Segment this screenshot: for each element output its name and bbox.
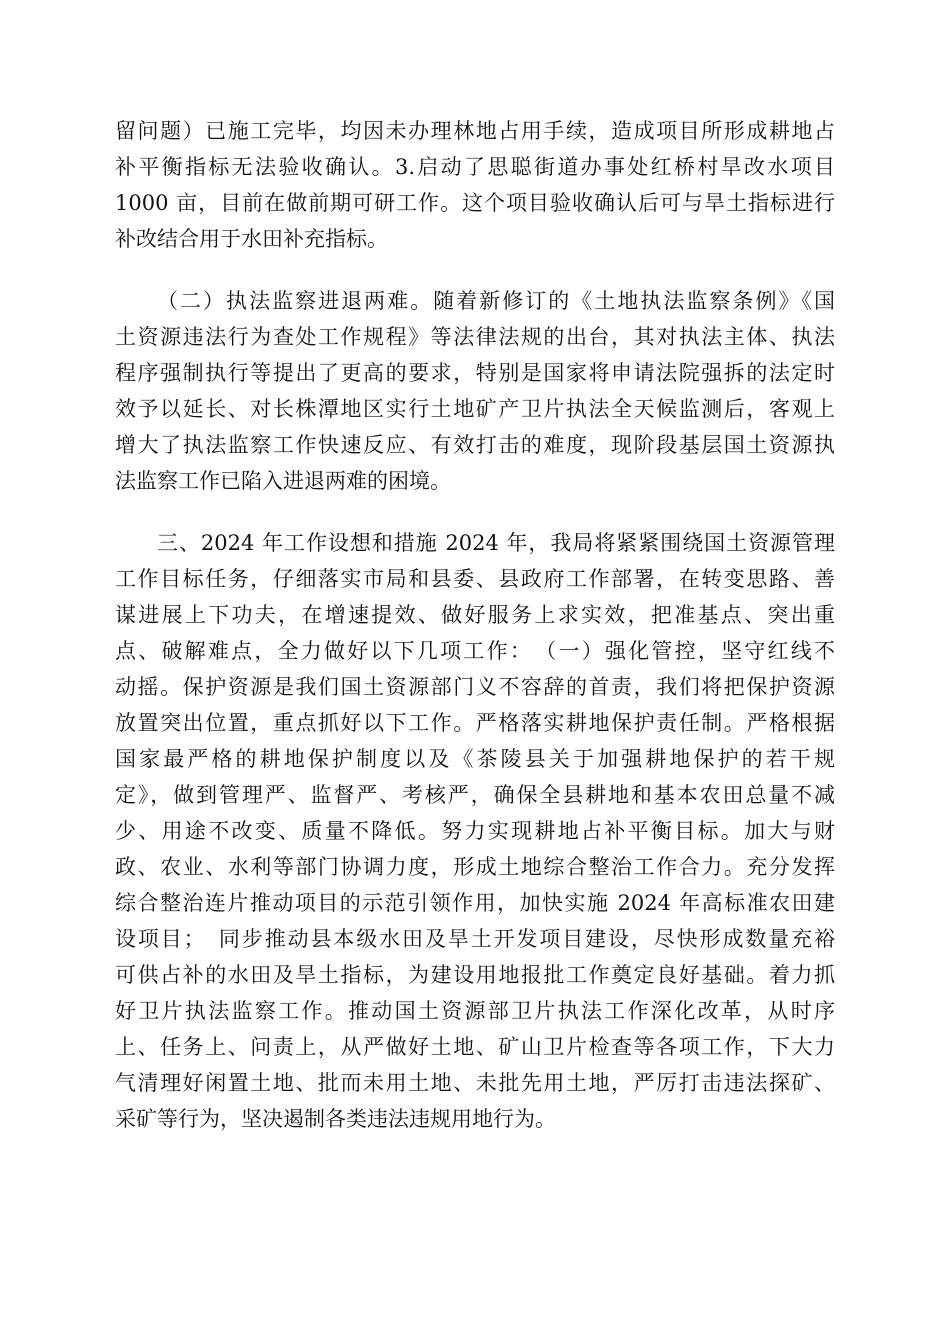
text-line: 动摇。保护资源是我们国土资源部门义不容辞的首责，我们将把保护资源 <box>115 675 835 699</box>
paragraph-2024-plan <box>115 525 835 1137</box>
text-line: 少、用途不改变、质量不降低。努力实现耕地占补平衡目标。加大与财 <box>115 819 835 843</box>
text-line: 补平衡指标无法验收确认。3.启动了思聪街道办事处红桥村旱改水项目 <box>115 155 835 179</box>
text-line: 采矿等行为，坚决遏制各类违法违规用地行为。 <box>115 1107 556 1131</box>
text-line: 政、农业、水利等部门协调力度，形成土地综合整治工作合力。充分发挥 <box>115 855 835 879</box>
text-line: 上、任务上、问责上，从严做好土地、矿山卫片检查等各项工作，下大力 <box>115 1035 835 1059</box>
paragraph-enforcement-dilemma <box>115 283 835 499</box>
text-line: 法监察工作已陷入进退两难的困境。 <box>115 469 451 493</box>
text-line: 土资源违法行为查处工作规程》等法律法规的出台，其对执法主体、执法 <box>115 325 835 349</box>
text-line: 可供占补的水田及旱土指标，为建设用地报批工作奠定良好基础。着力抓 <box>115 963 835 987</box>
text-line: 国家最严格的耕地保护制度以及《茶陵县关于加强耕地保护的若干规 <box>115 747 835 771</box>
text-line: 留问题）已施工完毕，均因未办理林地占用手续，造成项目所形成耕地占 <box>115 119 835 143</box>
text-line: （二）执法监察进退两难。随着新修订的《土地执法监察条例》《国 <box>157 289 835 313</box>
text-line: 三、2024 年工作设想和措施 2024 年，我局将紧紧围绕国土资源管理 <box>157 531 835 555</box>
text-line: 1000 亩，目前在做前期可研工作。这个项目验收确认后可与旱土指标进行 <box>115 191 835 215</box>
text-line: 放置突出位置，重点抓好以下工作。严格落实耕地保护责任制。严格根据 <box>115 711 835 735</box>
text-line: 气清理好闲置土地、批而未用土地、未批先用土地，严厉打击违法探矿、 <box>115 1071 835 1095</box>
text-line: 谋进展上下功夫，在增速提效、做好服务上求实效，把准基点、突出重 <box>115 603 835 627</box>
text-line: 点、破解难点，全力做好以下几项工作： （一）强化管控，坚守红线不 <box>115 639 835 663</box>
text-line: 增大了执法监察工作快速反应、有效打击的难度，现阶段基层国土资源执 <box>115 433 835 457</box>
text-line: 补改结合用于水田补充指标。 <box>115 227 388 251</box>
paragraph-continuation <box>115 113 835 257</box>
text-line: 综合整治连片推动项目的示范引领作用，加快实施 2024 年高标准农田建 <box>115 891 835 915</box>
text-line: 定》，做到管理严、监督严、考核严，确保全县耕地和基本农田总量不减 <box>115 783 835 807</box>
text-line: 程序强制执行等提出了更高的要求，特别是国家将申请法院强拆的法定时 <box>115 361 835 385</box>
text-line: 好卫片执法监察工作。推动国土资源部卫片执法工作深化改革，从时序 <box>115 999 835 1023</box>
text-line: 工作目标任务，仔细落实市局和县委、县政府工作部署，在转变思路、善 <box>115 567 835 591</box>
text-line: 设项目； 同步推动县本级水田及旱土开发项目建设，尽快形成数量充裕 <box>115 927 835 951</box>
text-line: 效予以延长、对长株潭地区实行土地矿产卫片执法全天候监测后，客观上 <box>115 397 835 421</box>
